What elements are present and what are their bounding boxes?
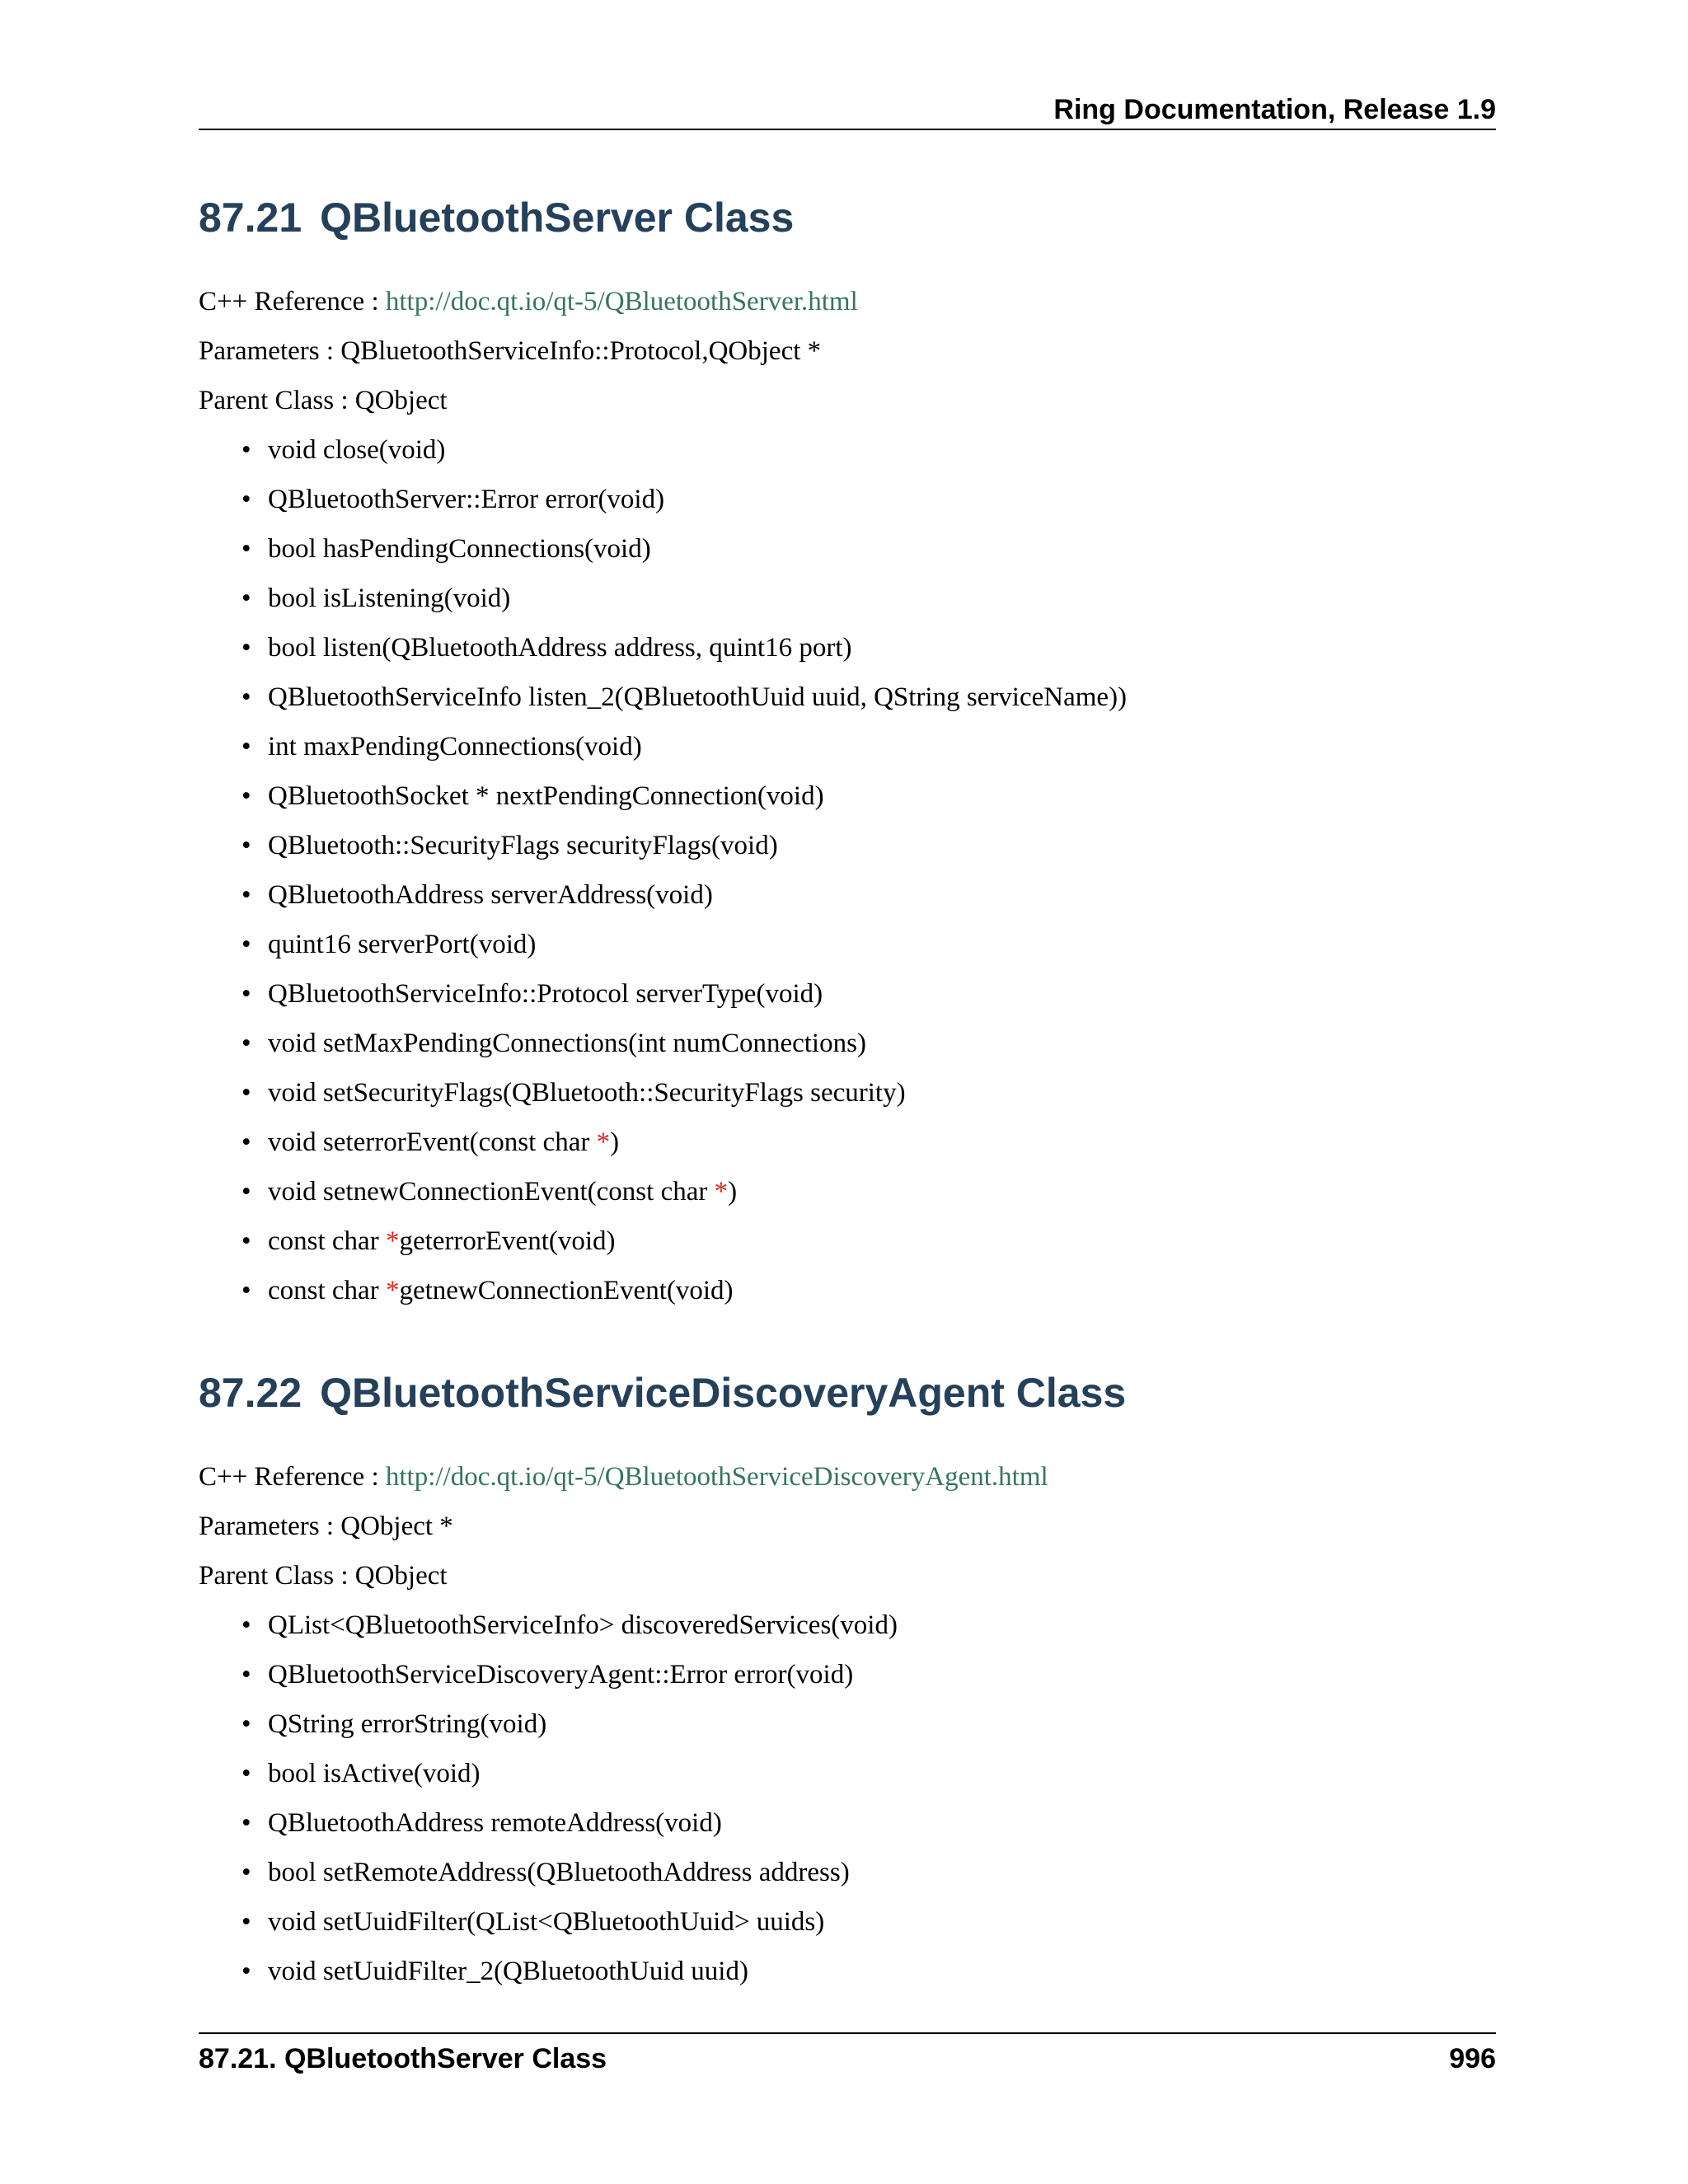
method-item: • void close(void) (241, 435, 446, 465)
method-item: • bool isListening(void) (241, 583, 511, 613)
parameters: Parameters : QObject * (199, 1511, 453, 1541)
section-qbluetoothserver (199, 185, 1496, 1315)
method-item: • QString errorString(void) (241, 1709, 547, 1739)
method-item: • bool isActive(void) (241, 1759, 481, 1788)
section-title (199, 1360, 1496, 1426)
pointer-star: * (385, 1226, 400, 1256)
method-item: • QBluetoothServiceInfo listen_2(QBluetoothUuid uuid, QString serviceName)) (241, 682, 1128, 712)
method-item: • QList<QBluetoothServiceInfo> discoveredServices(void) (241, 1610, 898, 1640)
parent-class: Parent Class : QObject (199, 1561, 448, 1591)
method-item: • bool listen(QBluetoothAddress address, quint16 port) (241, 633, 852, 663)
method-item: • void setSecurityFlags(QBluetooth::SecurityFlags security) (241, 1078, 906, 1108)
section-number: 87.21 (199, 194, 302, 241)
pointer-star: * (714, 1177, 729, 1207)
method-item: • QBluetoothSocket * nextPendingConnection(void) (241, 781, 824, 811)
cpp-reference-label: C++ Reference : (199, 1462, 386, 1492)
section-title (199, 185, 1496, 251)
cpp-reference-link[interactable]: http://doc.qt.io/qt-5/QBluetoothServer.html (385, 287, 858, 316)
method-item: • const char *geterrorEvent(void) (241, 1226, 616, 1256)
cpp-reference (199, 277, 1496, 326)
method-item: • bool setRemoteAddress(QBluetoothAddress address) (241, 1858, 850, 1887)
section-heading: QBluetoothServer Class (320, 194, 795, 241)
method-item: • QBluetoothAddress remoteAddress(void) (241, 1808, 722, 1838)
cpp-reference (199, 1452, 1496, 1502)
page-number: 996 (1449, 2043, 1496, 2074)
method-item: • quint16 serverPort(void) (241, 930, 537, 959)
method-item: • const char *getnewConnectionEvent(void) (241, 1276, 734, 1305)
method-item: • void setUuidFilter(QList<QBluetoothUuid> uuids) (241, 1907, 825, 1937)
parameters: Parameters : QBluetoothServiceInfo::Protocol,QObject * (199, 336, 822, 366)
method-item: • QBluetoothServiceDiscoveryAgent::Error error(void) (241, 1660, 854, 1690)
section-number: 87.22 (199, 1370, 302, 1416)
section-qbluetoothservicediscoveryagent (199, 1360, 1496, 1996)
method-list (199, 1601, 1496, 1996)
method-item: • QBluetooth::SecurityFlags securityFlags(void) (241, 831, 778, 860)
page-header (199, 89, 1496, 130)
page-footer (199, 2032, 1496, 2083)
method-item: • void setUuidFilter_2(QBluetoothUuid uuid) (241, 1957, 748, 1986)
method-item: • void setMaxPendingConnections(int numConnections) (241, 1029, 866, 1058)
header-title: Ring Documentation, Release 1.9 (1053, 94, 1496, 125)
footer-section: 87.21. QBluetoothServer Class (199, 2043, 607, 2074)
method-item: • bool hasPendingConnections(void) (241, 534, 651, 564)
pointer-star: * (385, 1276, 400, 1305)
pointer-star: * (596, 1127, 611, 1157)
method-item: • QBluetoothServer::Error error(void) (241, 485, 665, 514)
cpp-reference-link[interactable]: http://doc.qt.io/qt-5/QBluetoothServiceDiscoveryAgent.html (385, 1462, 1048, 1492)
method-list (199, 425, 1496, 1315)
parent-class: Parent Class : QObject (199, 386, 448, 415)
method-item: • void setnewConnectionEvent(const char *) (241, 1177, 738, 1207)
method-item: • QBluetoothServiceInfo::Protocol serverType(void) (241, 979, 823, 1009)
cpp-reference-label: C++ Reference : (199, 287, 386, 316)
method-item: • void seterrorEvent(const char *) (241, 1127, 620, 1157)
method-item: • QBluetoothAddress serverAddress(void) (241, 880, 713, 910)
method-item: • int maxPendingConnections(void) (241, 732, 642, 762)
section-heading: QBluetoothServiceDiscoveryAgent Class (320, 1370, 1127, 1416)
